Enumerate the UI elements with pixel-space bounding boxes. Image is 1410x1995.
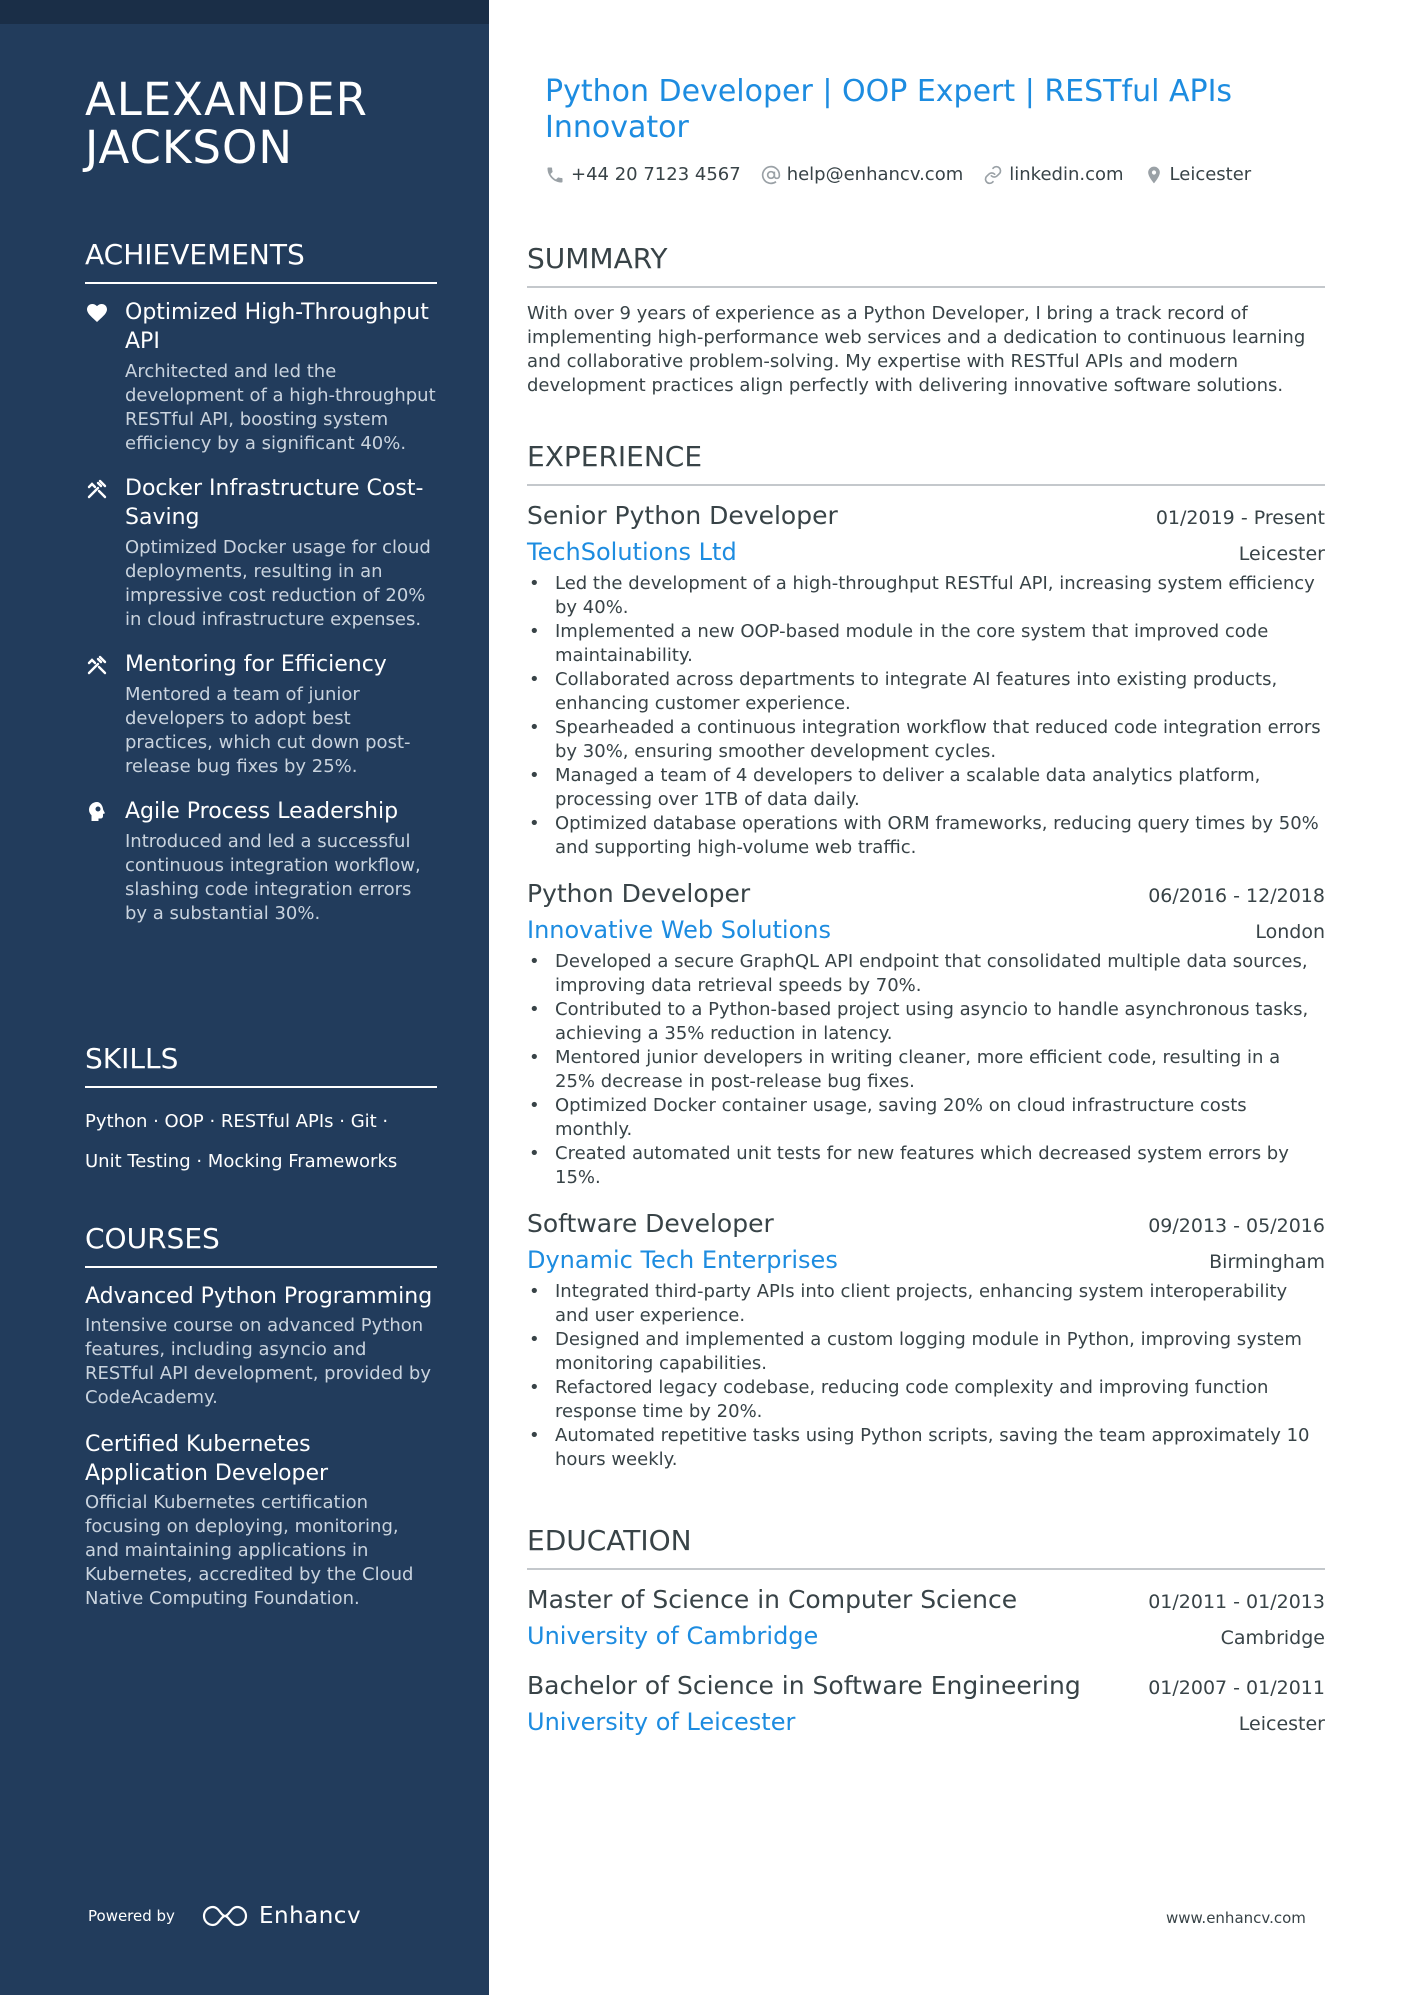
course-item (85, 1282, 437, 1410)
headline: Python Developer | OOP Expert | RESTful APIs Innovator (545, 74, 1233, 145)
sidebar-top-bar (0, 0, 489, 24)
job-bullet: • Managed a team of 4 developers to deliver a scalable data analytics platform, processing over 1TB of data daily. (527, 764, 1325, 812)
courses-heading: COURSES (85, 1222, 437, 1268)
course-description: Intensive course on advanced Python features, including asyncio and RESTful API development, provided by CodeAcademy. (85, 1315, 431, 1408)
powered-by (88, 1903, 361, 1929)
skills-list-line: Python · OOP · RESTful APIs · Git · (85, 1111, 389, 1132)
achievement-item (85, 797, 437, 926)
summary-text: With over 9 years of experience as a Python Developer, I bring a track record of implementing high-performance web services and a dedication to continuous learning and collaborative problem-solving. My expertise with RESTful APIs and modern development practices align perfectly with delivering innovative software solutions. (527, 303, 1306, 396)
contact-phone[interactable] (545, 164, 741, 185)
at-sign-icon (761, 165, 781, 185)
course-title: Certified Kubernetes Application Developer (85, 1432, 329, 1486)
phone-icon (545, 165, 565, 185)
job-entry (527, 1208, 1325, 1472)
job-bullet: • Created automated unit tests for new features which decreased system errors by 15%. (527, 1142, 1325, 1190)
job-location: Leicester (1238, 543, 1325, 565)
achievement-description: Mentored a team of junior developers to adopt best practices, which cut down post-release bug fixes by 25%. (125, 684, 411, 777)
achievements-heading: ACHIEVEMENTS (85, 238, 437, 284)
company-name: TechSolutions Ltd (527, 538, 737, 566)
experience-section (527, 440, 1325, 1490)
school-name: University of Leicester (527, 1708, 796, 1736)
job-bullet: • Optimized Docker container usage, saving 20% on cloud infrastructure costs monthly. (527, 1094, 1325, 1142)
degree-title: Master of Science in Computer Science (527, 1585, 1018, 1614)
company-name: Innovative Web Solutions (527, 916, 831, 944)
contact-email[interactable] (761, 164, 964, 185)
education-heading: EDUCATION (527, 1524, 1325, 1570)
company-name: Dynamic Tech Enterprises (527, 1246, 838, 1274)
education-section (527, 1524, 1325, 1756)
achievement-title: Mentoring for Efficiency (125, 652, 387, 677)
degree-title: Bachelor of Science in Software Engineering (527, 1671, 1081, 1700)
achievement-description: Architected and led the development of a high-throughput RESTful API, boosting system efficiency by a significant 40%. (125, 361, 436, 454)
skills-section (85, 1042, 437, 1182)
linkedin-text: linkedin.com (1009, 164, 1124, 185)
school-location: Cambridge (1220, 1627, 1325, 1649)
summary-section (527, 242, 1325, 398)
footer-url[interactable]: www.enhancv.com (1166, 1909, 1306, 1927)
job-bullet: • Optimized database operations with ORM frameworks, reducing query times by 50% and supporting high-volume web traffic. (527, 812, 1325, 860)
achievement-title: Optimized High-Throughput API (125, 300, 429, 354)
job-location: London (1255, 921, 1325, 943)
job-date: 09/2013 - 05/2016 (1148, 1215, 1325, 1237)
education-date: 01/2011 - 01/2013 (1148, 1591, 1325, 1613)
job-bullet: • Integrated third-party APIs into client projects, enhancing system interoperability and user experience. (527, 1280, 1325, 1328)
powered-by-label: Powered by (88, 1907, 175, 1925)
job-bullet: • Mentored junior developers in writing cleaner, more efficient code, resulting in a 25% decrease in post-release bug fixes. (527, 1046, 1325, 1094)
tools-icon (85, 653, 109, 677)
achievement-title: Docker Infrastructure Cost-Saving (125, 476, 424, 530)
job-title: Senior Python Developer (527, 501, 838, 530)
job-bullet: • Automated repetitive tasks using Python scripts, saving the team approximately 10 hours weekly. (527, 1424, 1325, 1472)
job-bullet: • Implemented a new OOP-based module in the core system that improved code maintainability. (527, 620, 1325, 668)
job-entry (527, 878, 1325, 1190)
school-name: University of Cambridge (527, 1622, 819, 1650)
achievements-section (85, 238, 437, 944)
tools-icon (85, 477, 109, 501)
job-bullets (527, 1280, 1325, 1472)
sidebar (0, 0, 489, 1995)
job-bullets (527, 950, 1325, 1190)
job-bullet: • Developed a secure GraphQL API endpoint that consolidated multiple data sources, improving data retrieval speeds by 70%. (527, 950, 1325, 998)
summary-heading: SUMMARY (527, 242, 1325, 288)
candidate-name: ALEXANDER JACKSON (85, 73, 368, 174)
education-date: 01/2007 - 01/2011 (1148, 1677, 1325, 1699)
heart-icon (85, 301, 109, 325)
job-title: Software Developer (527, 1209, 774, 1238)
job-location: Birmingham (1209, 1251, 1325, 1273)
enhancv-logo-icon (201, 1903, 249, 1929)
achievement-item (85, 650, 437, 779)
email-text: help@enhancv.com (786, 164, 964, 185)
contact-location (1144, 164, 1252, 185)
achievement-title: Agile Process Leadership (125, 799, 399, 824)
job-bullet: • Designed and implemented a custom logging module in Python, improving system monitoring capabilities. (527, 1328, 1325, 1376)
job-bullet: • Spearheaded a continuous integration workflow that reduced code integration errors by 30%, ensuring smoother development cycles. (527, 716, 1325, 764)
achievement-item (85, 298, 437, 456)
achievement-description: Optimized Docker usage for cloud deployments, resulting in an impressive cost reduction of 20% in cloud infrastructure expenses. (125, 537, 431, 630)
location-pin-icon (1144, 165, 1164, 185)
experience-heading: EXPERIENCE (527, 440, 1325, 486)
phone-text: +44 20 7123 4567 (571, 164, 741, 185)
job-entry (527, 500, 1325, 860)
job-bullet: • Collaborated across departments to integrate AI features into existing products, enhancing customer experience. (527, 668, 1325, 716)
school-location: Leicester (1238, 1713, 1325, 1735)
skills-list-line: Unit Testing · Mocking Frameworks (85, 1151, 398, 1172)
course-title: Advanced Python Programming (85, 1284, 433, 1309)
course-description: Official Kubernetes certification focusing on deploying, monitoring, and maintaining applications in Kubernetes, accredited by the Cloud Native Computing Foundation. (85, 1492, 414, 1609)
course-item (85, 1430, 437, 1611)
contact-bar (545, 164, 1271, 185)
education-entry (527, 1670, 1325, 1738)
job-date: 01/2019 - Present (1155, 507, 1325, 529)
education-entry (527, 1584, 1325, 1652)
location-text: Leicester (1169, 164, 1252, 185)
job-title: Python Developer (527, 879, 751, 908)
brand-name: Enhancv (258, 1903, 362, 1929)
job-bullet: • Contributed to a Python-based project using asyncio to handle asynchronous tasks, achieving a 35% reduction in latency. (527, 998, 1325, 1046)
job-bullet: • Refactored legacy codebase, reducing code complexity and improving function response time by 20%. (527, 1376, 1325, 1424)
achievement-item (85, 474, 437, 632)
brain-icon (85, 800, 109, 824)
courses-section (85, 1222, 437, 1631)
skills-heading: SKILLS (85, 1042, 437, 1088)
job-bullet: • Led the development of a high-throughput RESTful API, increasing system efficiency by 40%. (527, 572, 1325, 620)
link-icon (983, 165, 1003, 185)
job-date: 06/2016 - 12/2018 (1148, 885, 1325, 907)
contact-linkedin[interactable] (983, 164, 1123, 185)
achievement-description: Introduced and led a successful continuous integration workflow, slashing code integration errors by a substantial 30%. (125, 831, 421, 924)
job-bullets (527, 572, 1325, 860)
